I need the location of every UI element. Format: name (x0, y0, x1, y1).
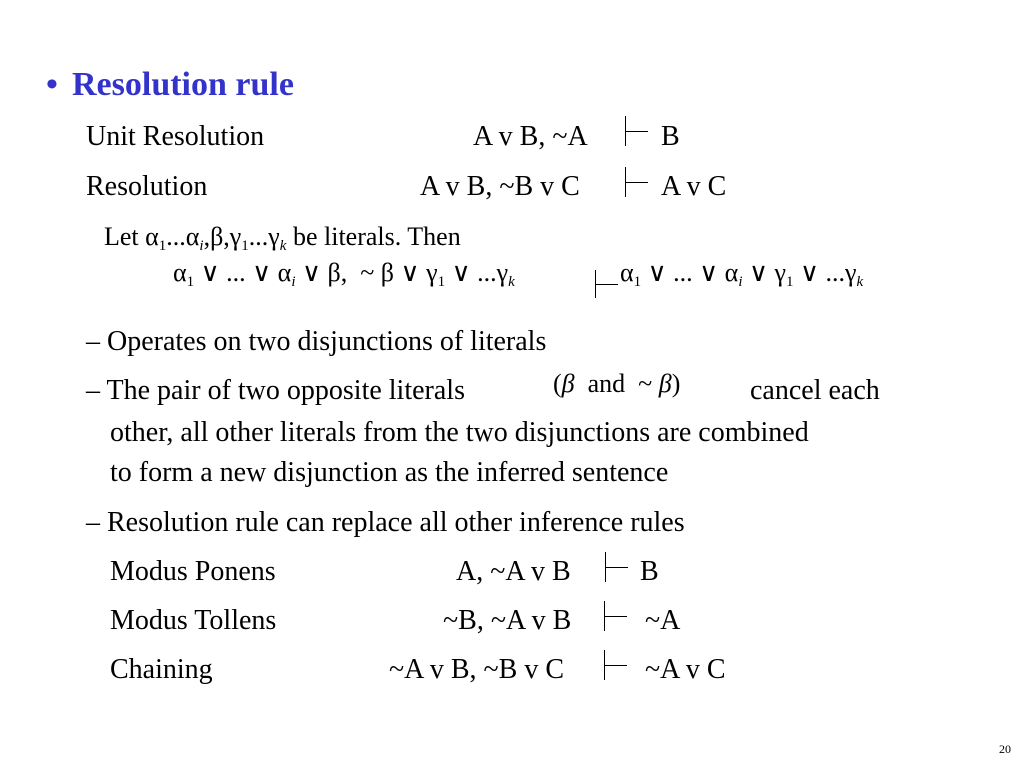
let-prefix: Let (104, 222, 139, 251)
general-resolution-premise: $\alpha_1$ ∨ ... ∨ $\alpha_i$ ∨ β, ~ β ∨ $\gamma_1$ ∨ $...\gamma_k$ (173, 258, 515, 290)
sub-bullet-continuation: other, all other literals from the two disjunctions are combined (110, 417, 809, 448)
sub-bullet-replace (86, 507, 685, 539)
page-number: 20 (999, 742, 1011, 756)
sub-bullet-text: Operates on two disjunctions of literals (107, 326, 547, 357)
turnstile-icon (625, 116, 626, 146)
modus-ponens-label: Modus Ponens (110, 556, 276, 587)
let-suffix: be literals. Then (292, 222, 461, 251)
dash: – (86, 507, 100, 538)
let-literals: $\alpha_1...\alpha_i,\beta,\gamma_1...\gamma_k$ (145, 222, 287, 254)
general-resolution-conclusion: $\alpha_1$ ∨ ... ∨ $\alpha_i$ ∨ $\gamma_1$ ∨ $...\gamma_k$ (620, 258, 864, 290)
chaining-label: Chaining (110, 654, 213, 685)
modus-tollens-premise: ~B, ~A v B (443, 605, 572, 636)
resolution-conclusion: A v C (661, 171, 727, 202)
turnstile-icon (605, 552, 606, 582)
and-word: and (587, 369, 626, 398)
resolution-premise: A v B, ~B v C (420, 171, 580, 202)
slide-title: Resolution rule (72, 66, 294, 103)
sub-bullet-pair (86, 375, 465, 407)
turnstile-icon (604, 650, 605, 680)
sub-bullet-operates (86, 326, 546, 358)
title-bullet: • (46, 66, 58, 103)
turnstile-icon (625, 167, 626, 197)
dash: – (86, 326, 100, 357)
modus-tollens-label: Modus Tollens (110, 605, 277, 636)
unit-resolution-conclusion: B (661, 121, 680, 152)
sub-bullet-text-after: cancel each (750, 375, 880, 406)
sub-bullet-continuation: to form a new disjunction as the inferred sentence (110, 457, 669, 488)
turnstile-icon (595, 270, 596, 298)
let-line (104, 222, 461, 255)
dash: – (86, 375, 100, 406)
turnstile-icon (604, 601, 605, 631)
chaining-premise: ~A v B, ~B v C (389, 654, 564, 685)
sub-bullet-text: The pair of two opposite literals (106, 375, 465, 406)
unit-resolution-premise: A v B, ~A (473, 121, 588, 152)
opposite-literals-formula: (β and ~ β) (553, 369, 681, 398)
modus-ponens-premise: A, ~A v B (456, 556, 571, 587)
chaining-conclusion: ~A v C (645, 654, 726, 685)
modus-ponens-conclusion: B (640, 556, 659, 587)
resolution-label: Resolution (86, 171, 208, 202)
unit-resolution-label: Unit Resolution (86, 121, 265, 152)
sub-bullet-text: Resolution rule can replace all other inference rules (107, 507, 685, 538)
modus-tollens-conclusion: ~A (645, 605, 681, 636)
